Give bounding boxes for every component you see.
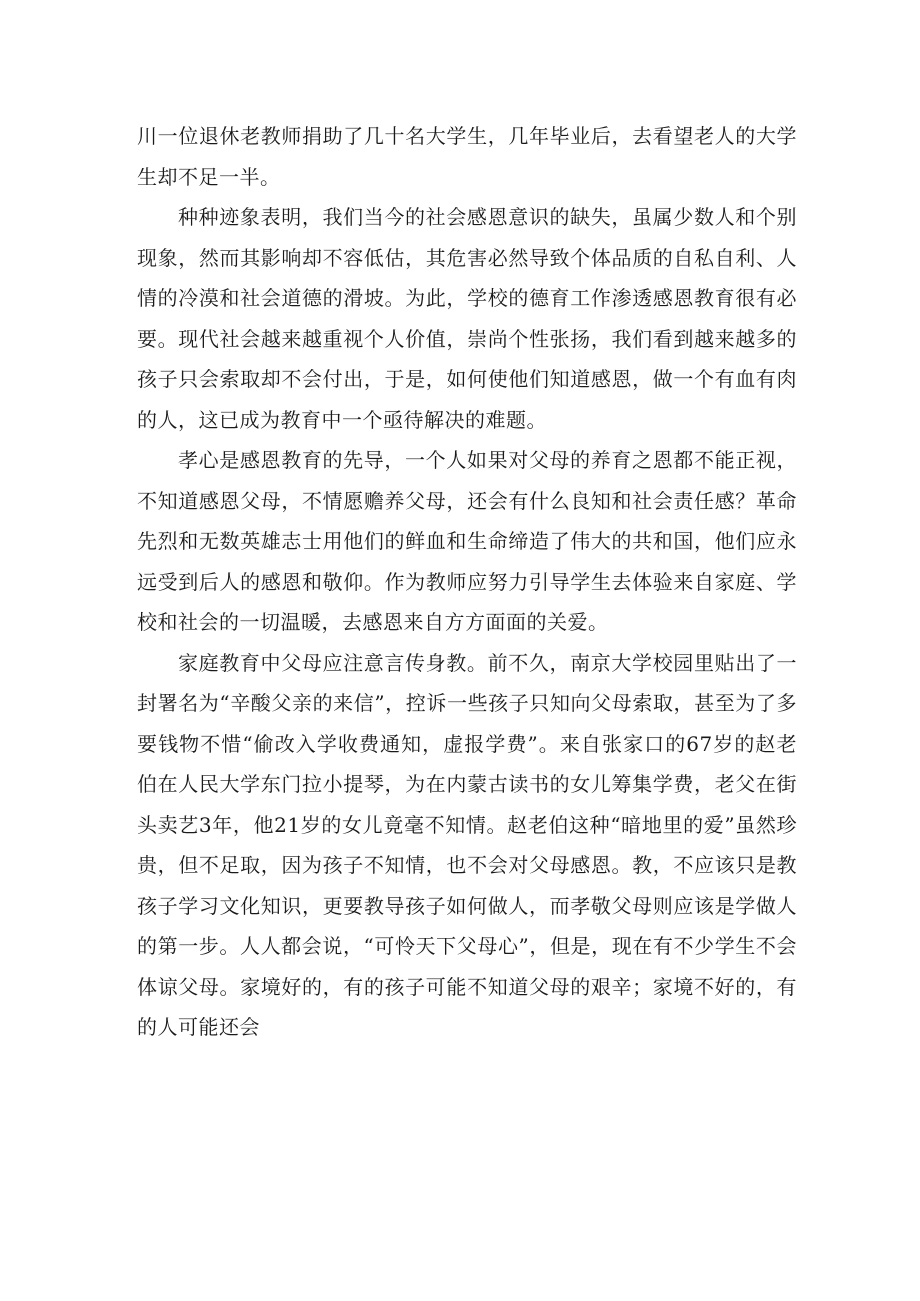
paragraph-3: 孝心是感恩教育的先导，一个人如果对父母的养育之恩都不能正视，不知道感恩父母，不情愿赡养父母，还会有什么良知和社会责任感？革命先烈和无数英雄志士用他们的鲜血和生命缔造了伟大的共和国，他们应永远受到后人的感恩和敬仰。作为教师应努力引导学生去体验来自家庭、学校和社会的一切温暖，去感恩来自方方面面的关爱。 [137,448,797,634]
paragraph-1: 川一位退休老教师捐助了几十名大学生，几年毕业后，去看望老人的大学生却不足一半。 [137,124,797,189]
document-body [137,116,797,1048]
paragraph-4: 家庭教育中父母应注意言传身教。前不久，南京大学校园里贴出了一封署名为“辛酸父亲的来信”，控诉一些孩子只知向父母索取，甚至为了多要钱物不惜“偷改入学收费通知，虚报学费”。来自张家口的67岁的赵老伯在人民大学东门拉小提琴，为在内蒙古读书的女儿筹集学费，老父在街头卖艺3年，他21岁的女儿竟毫不知情。赵老伯这种“暗地里的爱”虽然珍贵，但不足取，因为孩子不知情，也不会对父母感恩。教，不应该只是教孩子学习文化知识，更要教导孩子如何做人，而孝敬父母则应该是学做人的第一步。人人都会说，“可怜天下父母心”，但是，现在有不少学生不会体谅父母。家境好的，有的孩子可能不知道父母的艰辛；家境不好的，有的人可能还会 [137,650,797,1039]
paragraph-2: 种种迹象表明，我们当今的社会感恩意识的缺失，虽属少数人和个别现象，然而其影响却不容低估，其危害必然导致个体品质的自私自利、人情的冷漠和社会道德的滑坡。为此，学校的德育工作渗透感恩教育很有必要。现代社会越来越重视个人价值，崇尚个性张扬，我们看到越来越多的孩子只会索取却不会付出，于是，如何使他们知道感恩，做一个有血有肉的人，这已成为教育中一个亟待解决的难题。 [137,205,797,432]
